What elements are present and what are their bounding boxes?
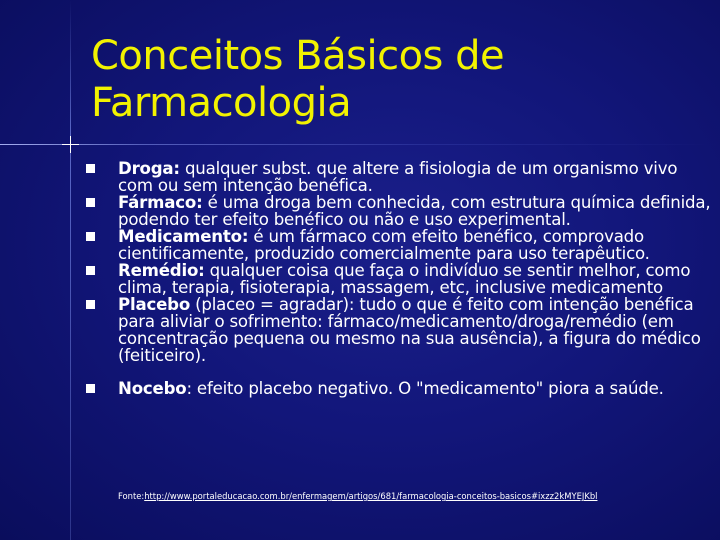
square-bullet-icon: [86, 198, 95, 207]
list-item-farmaco: [86, 194, 716, 228]
definition-text: qualquer coisa que faça o indivíduo se sentir melhor, como clima, terapia, fisioterapia, massagem, etc, inclusive medicamento: [118, 261, 691, 297]
list-item-nocebo: [86, 380, 716, 397]
list-item-placebo: [86, 296, 716, 364]
definition-text: : efeito placebo negativo. O "medicamento" piora a saúde.: [186, 379, 664, 398]
list-item-remedio: [86, 262, 716, 296]
definition-list: [86, 160, 716, 397]
definition-text: (placeo = agradar): tudo o que é feito com intenção benéfica para aliviar o sofrimento: fármaco/medicamento/droga/remédio (em concentração pequena ou mesmo na sua ausência), a figura do médico (feiticeiro).: [118, 295, 701, 365]
sparkle-icon: [62, 136, 79, 153]
term-label: Droga:: [118, 159, 180, 178]
square-bullet-icon: [86, 300, 95, 309]
square-bullet-icon: [86, 266, 95, 275]
term-label: Placebo: [118, 295, 191, 314]
source-link[interactable]: http://www.portaleducacao.com.br/enfermagem/artigos/681/farmacologia-conceitos-basicos#ixzz2kMYEJKbl: [144, 491, 598, 501]
source-label: Fonte:: [118, 491, 145, 501]
term-label: Medicamento:: [118, 227, 249, 246]
definition-text: é uma droga bem conhecida, com estrutura química definida, podendo ter efeito benéfico ou não e uso experimental.: [118, 193, 711, 229]
term-label: Fármaco:: [118, 193, 203, 212]
term-label: Remédio:: [118, 261, 205, 280]
decorative-vertical-line: [70, 0, 71, 540]
square-bullet-icon: [86, 232, 95, 241]
list-item-droga: [86, 160, 716, 194]
square-bullet-icon: [86, 164, 95, 173]
definition-text: é um fármaco com efeito benéfico, comprovado cientificamente, produzido comercialmente para uso terapêutico.: [118, 227, 650, 263]
term-label: Nocebo: [118, 379, 187, 398]
decorative-horizontal-line: [0, 144, 720, 145]
definition-text: qualquer subst. que altere a fisiologia de um organismo vivo com ou sem intenção benéfica.: [118, 159, 678, 195]
slide-title: Conceitos Básicos de Farmacologia: [91, 33, 505, 126]
list-item-medicamento: [86, 228, 716, 262]
source-citation: [118, 491, 708, 501]
list-spacer: [86, 364, 716, 380]
square-bullet-icon: [86, 384, 95, 393]
